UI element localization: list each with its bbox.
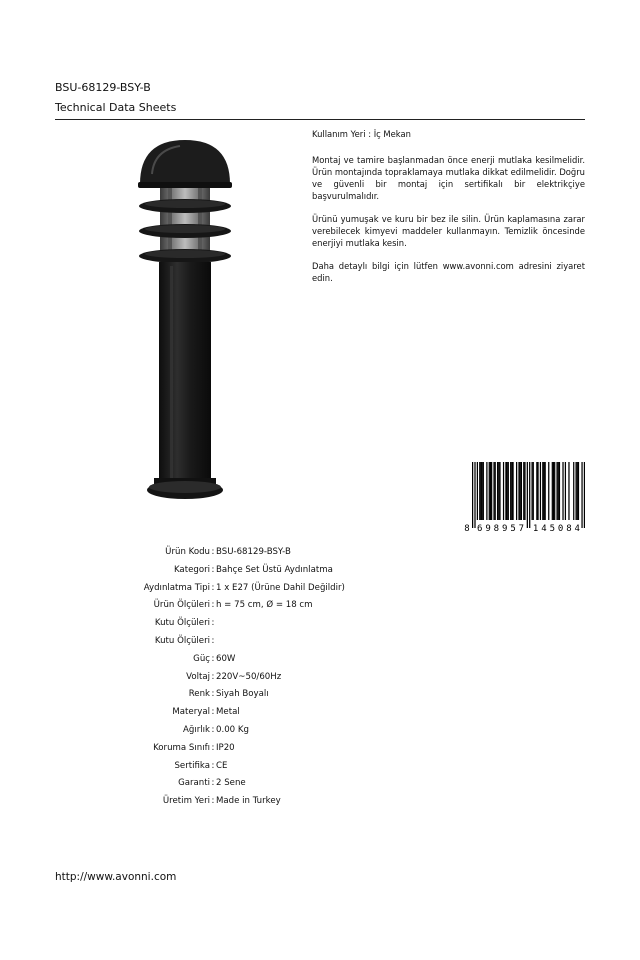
barcode-bar	[536, 462, 537, 520]
barcode-digit: 4	[541, 524, 547, 532]
spec-value: h = 75 cm, Ø = 18 cm	[216, 600, 313, 611]
barcode-bar	[489, 462, 490, 520]
document-header	[55, 80, 585, 116]
website-info: Daha detaylı bilgi için lütfen www.avonni.com adresini ziyaret edin.	[312, 261, 585, 283]
barcode-digit: 9	[485, 524, 491, 532]
spec-value: CE	[216, 760, 228, 771]
spec-separator: :	[211, 635, 215, 646]
spec-separator: :	[211, 796, 215, 807]
barcode-bar	[540, 462, 541, 520]
spec-value: Made in Turkey	[216, 796, 281, 807]
barcode-bar	[491, 462, 492, 520]
spec-separator: :	[211, 689, 215, 700]
spec-separator: :	[211, 724, 215, 735]
barcode-digit: 8	[464, 524, 470, 532]
spec-row	[100, 705, 345, 723]
spec-value: 2 Sene	[216, 778, 246, 789]
barcode-bar	[552, 462, 553, 520]
barcode-bar	[543, 462, 544, 520]
spec-label: Kutu Ölçüleri	[154, 618, 210, 629]
barcode-bar	[490, 462, 491, 520]
barcode-digit: 4	[574, 524, 580, 532]
spec-row	[100, 687, 345, 705]
spec-row	[100, 563, 345, 581]
spec-separator: :	[211, 760, 215, 771]
barcode-bars	[464, 462, 585, 532]
barcode-bar	[531, 462, 532, 520]
barcode-bar	[482, 462, 483, 520]
spec-label: Kutu Ölçüleri	[154, 635, 210, 646]
spec-separator: :	[211, 618, 215, 629]
spec-label: Aydınlatma Tipi	[143, 582, 210, 593]
spec-label: Ürün Kodu	[165, 547, 210, 557]
product-image	[132, 138, 238, 506]
spec-value: Bahçe Set Üstü Aydınlatma	[216, 564, 333, 575]
barcode-bar	[499, 462, 500, 520]
spec-separator: :	[211, 707, 215, 718]
barcode-bar	[573, 462, 574, 520]
barcode-bar	[497, 462, 498, 520]
spec-label: Voltaj	[186, 671, 210, 682]
barcode-digit: 7	[518, 524, 525, 532]
barcode-bar	[503, 462, 504, 520]
spec-label: Güç	[193, 653, 210, 664]
spec-value: 0.00 Kg	[216, 724, 249, 735]
barcode-bar	[529, 462, 530, 528]
barcode-bar	[486, 462, 487, 520]
barcode-bar	[506, 462, 507, 520]
spec-label: Renk	[188, 689, 210, 700]
spec-value: 220V~50/60Hz	[216, 671, 282, 682]
barcode-bar	[524, 462, 525, 520]
barcode-bar	[495, 462, 496, 520]
spec-row	[100, 741, 345, 759]
spec-table	[100, 545, 345, 812]
barcode-bar	[527, 462, 528, 528]
barcode-bar	[480, 462, 481, 520]
barcode-digit: 1	[532, 524, 539, 532]
barcode-bar	[498, 462, 499, 520]
barcode-bar	[508, 462, 509, 520]
spec-separator: :	[211, 742, 215, 753]
barcode-bar	[581, 462, 582, 528]
usage-location: Kullanım Yeri : İç Mekan	[312, 129, 411, 139]
barcode-bar	[584, 462, 585, 528]
spec-separator: :	[211, 778, 215, 789]
spec-value: 60W	[216, 653, 236, 664]
spec-row	[100, 598, 345, 616]
spec-row	[100, 670, 345, 688]
barcode-bar	[505, 462, 506, 520]
header-divider	[55, 119, 585, 120]
barcode	[464, 462, 585, 532]
spec-separator: :	[211, 600, 215, 611]
spec-separator: :	[211, 671, 215, 682]
barcode-bar	[562, 462, 563, 520]
barcode-bar	[578, 462, 579, 520]
spec-value: Siyah Boyalı	[216, 689, 269, 700]
barcode-bar	[477, 462, 478, 520]
barcode-bar	[553, 462, 554, 520]
barcode-digit: 0	[557, 524, 564, 532]
spec-row	[100, 759, 345, 777]
spec-row	[100, 723, 345, 741]
barcode-bar	[559, 462, 560, 520]
spec-label: Üretim Yeri	[162, 796, 210, 807]
spec-value: BSU-68129-BSY-B	[216, 547, 291, 557]
spec-separator: :	[211, 582, 215, 593]
barcode-bar	[510, 462, 511, 520]
spec-row	[100, 581, 345, 599]
spec-label: Koruma Sınıfı	[153, 742, 210, 753]
spec-row	[100, 616, 345, 634]
installation-warning: Montaj ve tamire başlanmadan önce enerji mutlaka kesilmelidir. Ürün montajında topraklamaya mutlaka dikkat edilmelidir. Doğru ve güvenli bir montaj için sertifikalı bir elektrikçiye başvurulmalıdır.	[312, 155, 585, 201]
barcode-bar	[537, 462, 538, 520]
barcode-bar	[511, 462, 512, 520]
barcode-bar	[554, 462, 555, 520]
spec-row	[100, 652, 345, 670]
document-subtitle: Technical Data Sheets	[55, 101, 177, 114]
barcode-bar	[577, 462, 578, 520]
barcode-digit: 5	[510, 524, 516, 532]
barcode-bar	[548, 462, 549, 520]
barcode-bar	[558, 462, 559, 520]
spec-value: IP20	[216, 742, 235, 753]
barcode-bar	[474, 462, 475, 528]
barcode-bar	[565, 462, 566, 520]
spec-separator: :	[211, 564, 215, 575]
bollard-lamp-illustration	[132, 138, 238, 506]
barcode-bar	[575, 462, 576, 520]
barcode-bar	[472, 462, 473, 528]
spec-label: Sertifika	[174, 760, 210, 771]
barcode-bar	[516, 462, 517, 520]
barcode-bar	[479, 462, 480, 520]
spec-label: Materyal	[172, 707, 210, 718]
barcode-bar	[556, 462, 557, 520]
spec-label: Ağırlık	[182, 724, 210, 735]
barcode-digit: 8	[566, 524, 572, 532]
barcode-bar	[545, 462, 546, 520]
website-link[interactable]: http://www.avonni.com	[55, 871, 177, 883]
barcode-bar	[521, 462, 522, 520]
spec-separator: :	[211, 547, 215, 557]
spec-row	[100, 794, 345, 812]
barcode-bar	[568, 462, 569, 520]
spec-label: Garanti	[178, 778, 210, 789]
barcode-bar	[520, 462, 521, 520]
spec-row	[100, 634, 345, 652]
barcode-bar	[542, 462, 543, 520]
cleaning-instructions: Ürünü yumuşak ve kuru bir bez ile silin. Ürün kaplamasına zarar verebilecek kimyevi maddeler kullanmayın. Temizlik öncesinde enerjiyi mutlaka kesin.	[312, 214, 585, 248]
spec-row	[100, 545, 345, 563]
barcode-bar	[523, 462, 524, 520]
barcode-digit: 6	[477, 524, 483, 532]
barcode-bar	[512, 462, 513, 520]
spec-value: Metal	[216, 707, 240, 718]
product-code-heading: BSU-68129-BSY-B	[55, 81, 151, 94]
spec-separator: :	[211, 653, 215, 664]
spec-label: Kategori	[173, 564, 210, 575]
product-info-panel	[312, 128, 585, 295]
spec-label: Ürün Ölçüleri	[153, 600, 210, 611]
spec-value: 1 x E27 (Ürüne Dahil Değildir)	[216, 582, 345, 593]
barcode-digit: 9	[501, 524, 508, 532]
barcode-digit: 8	[493, 524, 500, 532]
barcode-bar	[533, 462, 534, 520]
barcode-bar	[483, 462, 484, 520]
barcode-bar	[493, 462, 494, 520]
barcode-bar	[518, 462, 519, 520]
barcode-digit: 5	[549, 524, 556, 532]
spec-row	[100, 776, 345, 794]
